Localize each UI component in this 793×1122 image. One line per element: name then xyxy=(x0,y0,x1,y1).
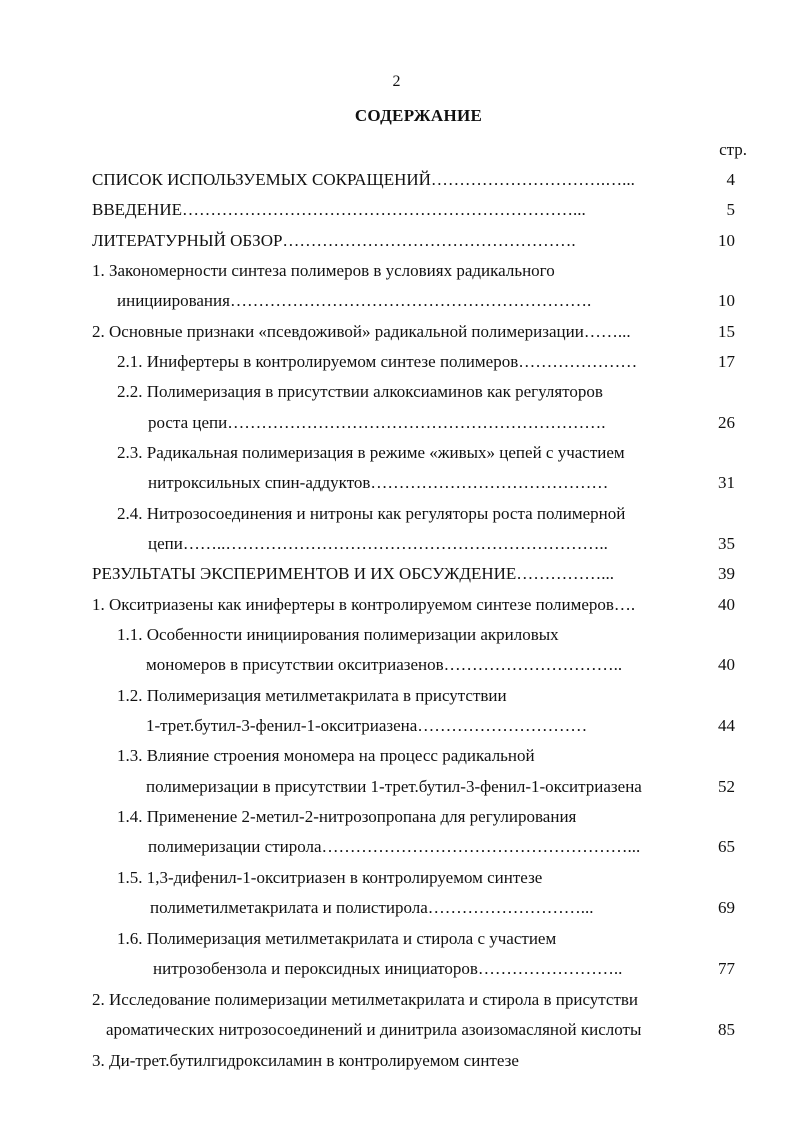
toc-entry-text: 1-трет.бутил-3-фенил-1-окситриазена………………………… xyxy=(146,716,588,735)
toc-entry xyxy=(0,561,793,587)
toc-entry-text: 2.3. Радикальная полимеризация в режиме «живых» цепей с участием xyxy=(117,443,625,462)
toc-entry xyxy=(0,349,793,375)
toc-entry-text: 1.2. Полимеризация метилметакрилата в присутствии xyxy=(117,686,507,705)
toc-entry-text: 1.4. Применение 2-метил-2-нитрозопропана для регулирования xyxy=(117,807,577,826)
toc-entry xyxy=(0,167,793,193)
toc-entry-text: 1.3. Влияние строения мономера на процесс радикальной xyxy=(117,746,535,765)
toc-entry xyxy=(0,470,793,496)
toc-entry-text: 2. Исследование полимеризации метилметакрилата и стирола в присутстви xyxy=(92,990,639,1009)
toc-entry xyxy=(0,197,793,223)
toc-entry xyxy=(0,743,793,769)
toc-entry-page: 15 xyxy=(718,322,735,341)
toc-entry-page: 39 xyxy=(718,564,735,583)
toc-entry xyxy=(0,228,793,254)
toc-entry-text: полиметилметакрилата и полистирола………………………... xyxy=(150,898,594,917)
toc-entry xyxy=(0,319,793,345)
toc-entry-text: 1. Закономерности синтеза полимеров в условиях радикального xyxy=(92,261,555,280)
toc-entry xyxy=(0,865,793,891)
toc-entry xyxy=(0,895,793,921)
toc-entry-text: цепи……..………………………………………………………….. xyxy=(148,534,608,553)
toc-entry-text: ЛИТЕРАТУРНЫЙ ОБЗОР……………………………………………. xyxy=(92,231,576,250)
toc-entry xyxy=(0,410,793,436)
toc-entry-page: 10 xyxy=(718,231,735,250)
toc-entry-page: 40 xyxy=(718,595,735,614)
toc-entry-text: нитроксильных спин-аддуктов…………………………………… xyxy=(148,473,609,492)
toc-entry xyxy=(0,592,793,618)
toc-entry xyxy=(0,288,793,314)
toc-entry-page: 17 xyxy=(718,352,735,371)
toc-entry-page: 77 xyxy=(718,959,735,978)
toc-entry-page: 35 xyxy=(718,534,735,553)
toc-entry-text: роста цепи…………………………………………………………. xyxy=(148,413,606,432)
toc-entry xyxy=(0,622,793,648)
toc-entry xyxy=(0,926,793,952)
toc-entry-text: 2.1. Инифертеры в контролируемом синтезе полимеров………………… xyxy=(117,352,638,371)
page-number: 2 xyxy=(392,73,401,90)
toc-entry-page: 26 xyxy=(718,413,735,432)
toc-entry-page: 65 xyxy=(718,837,735,856)
toc-entry-text: 1.1. Особенности инициирования полимеризации акриловых xyxy=(117,625,559,644)
toc-entry-page: 5 xyxy=(726,200,735,219)
toc-entry-text: инициирования………………………………………………………. xyxy=(117,291,592,310)
toc-entry xyxy=(0,834,793,860)
toc-entry-page: 31 xyxy=(718,473,735,492)
toc-entry-page: 85 xyxy=(718,1020,735,1039)
page-title: СОДЕРЖАНИЕ xyxy=(354,106,483,125)
toc-entry-text: СПИСОК ИСПОЛЬЗУЕМЫХ СОКРАЩЕНИЙ………………………….…... xyxy=(92,170,635,189)
toc-entry xyxy=(0,1048,793,1074)
toc-entry-text: 2.2. Полимеризация в присутствии алкоксиаминов как регуляторов xyxy=(117,382,603,401)
toc-entry-text: ВВЕДЕНИЕ……………………………………………………………... xyxy=(92,200,586,219)
toc-entry xyxy=(0,683,793,709)
toc-entry-text: 1. Окситриазены как инифертеры в контролируемом синтезе полимеров…. xyxy=(92,595,636,614)
toc-entry-text: полимеризации в присутствии 1-трет.бутил-3-фенил-1-окситриазена xyxy=(146,777,642,796)
toc-entry xyxy=(0,258,793,284)
toc-entry xyxy=(0,774,793,800)
toc-entry xyxy=(0,379,793,405)
toc-entry-page: 69 xyxy=(718,898,735,917)
toc-entry-text: 2. Основные признаки «псевдоживой» радикальной полимеризации……... xyxy=(92,322,631,341)
toc-entry-page: 10 xyxy=(718,291,735,310)
toc-entry xyxy=(0,440,793,466)
toc-entry-text: 2.4. Нитрозосоединения и нитроны как регуляторы роста полимерной xyxy=(117,504,626,523)
toc-entry-text: 1.6. Полимеризация метилметакрилата и стирола с участием xyxy=(117,929,557,948)
toc-entry-text: 3. Ди-трет.бутилгидроксиламин в контролируемом синтезе xyxy=(92,1051,519,1070)
toc-entry xyxy=(0,531,793,557)
toc-entry xyxy=(0,501,793,527)
toc-entry xyxy=(0,956,793,982)
toc-entry xyxy=(0,987,793,1013)
toc-entry-text: нитрозобензола и пероксидных инициаторов…………………….. xyxy=(153,959,623,978)
toc-entry-page: 40 xyxy=(718,655,735,674)
toc-entry xyxy=(0,713,793,739)
toc-entry xyxy=(0,804,793,830)
toc-entry-text: РЕЗУЛЬТАТЫ ЭКСПЕРИМЕНТОВ И ИХ ОБСУЖДЕНИЕ……………... xyxy=(92,564,615,583)
toc-entry-text: ароматических нитрозосоединений и динитрила азоизомасляной кислоты xyxy=(106,1020,642,1039)
toc-entry-text: полимеризации стирола………………………………………………... xyxy=(148,837,641,856)
toc-entry-text: 1.5. 1,3-дифенил-1-окситриазен в контролируемом синтезе xyxy=(117,868,543,887)
toc-entry xyxy=(0,1017,793,1043)
page-column-label: стр. xyxy=(719,140,747,159)
toc-entry-page: 44 xyxy=(718,716,735,735)
toc-entry-page: 52 xyxy=(718,777,735,796)
toc-entry-text: мономеров в присутствии окситриазенов………………………….. xyxy=(146,655,623,674)
toc-entry-page: 4 xyxy=(726,170,735,189)
toc-entry xyxy=(0,652,793,678)
